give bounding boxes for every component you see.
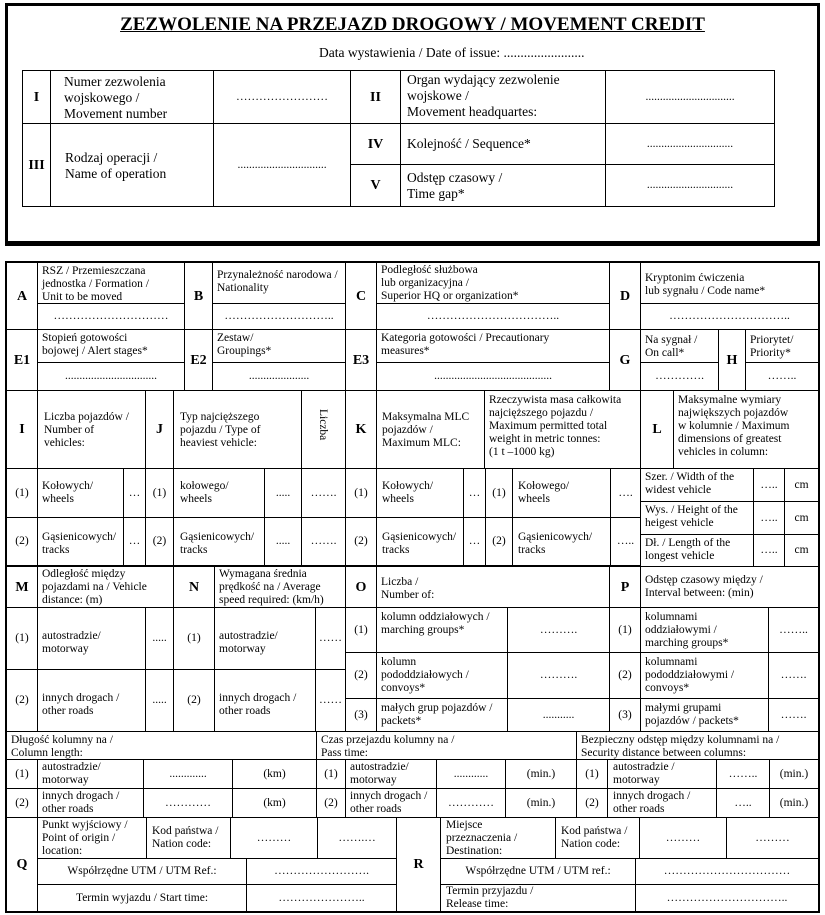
row-IV-label: Kolejność / Sequence* — [400, 123, 606, 165]
section-L-label: Maksymalne wymiary największych pojazdów w kolumnie / Maximum dimensions of greatest vehicles in column: — [673, 390, 819, 469]
row-III-number: III — [22, 123, 51, 207]
pass-time-row-label: innych drogach / other roads — [345, 788, 437, 818]
vehicle-distance-field[interactable]: ..... — [145, 607, 174, 670]
section-H-letter: H — [718, 329, 746, 391]
vehicles-count-field[interactable]: … — [123, 517, 146, 566]
column-length-field[interactable]: ………… — [143, 788, 233, 818]
mlc-value-field[interactable]: … — [463, 517, 486, 566]
security-row-number: (2) — [576, 788, 608, 818]
destination-label: Miejsce przeznaczenia / Destination: — [440, 817, 556, 859]
speed-row-number: (1) — [173, 607, 215, 670]
security-distance-unit: (min.) — [769, 788, 819, 818]
speed-field[interactable]: …… — [315, 607, 346, 670]
unit-to-be-moved-field[interactable]: ………………………… — [37, 303, 185, 330]
groups-count-field[interactable]: ………. — [507, 607, 610, 653]
groups-row-number: (2) — [345, 652, 377, 699]
section-P-label: Odstęp czasowy między / Interval between: (min) — [640, 566, 819, 608]
security-distance-field[interactable]: ….. — [716, 788, 770, 818]
vehicle-distance-row-number: (2) — [6, 669, 38, 732]
dest-nation-label: Kod państwa / Nation code: — [555, 817, 640, 859]
weight-row-number: (2) — [485, 517, 513, 566]
dest-utm-label: Współrzędne UTM / UTM ref.: — [440, 858, 636, 885]
security-distance-unit: (min.) — [769, 759, 819, 789]
section-K-weight-label: Rzeczywista masa całkowita najcięższego pojazdu / Maximum permitted total weight in metric tonnes: (1 t –1000 kg) — [484, 390, 641, 469]
section-D-label: Kryptonim ćwiczenia lub sygnału / Code name* — [640, 262, 819, 304]
precautionary-measures-field[interactable]: ......................................... — [376, 362, 610, 391]
row-V-number: V — [350, 164, 401, 207]
heaviest-row-label: Gąsienicowych/ tracks — [173, 517, 265, 566]
dimension-unit: cm — [784, 468, 819, 502]
dimension-value-field[interactable]: ….. — [753, 534, 785, 567]
movement-hq-field[interactable]: ............................... — [605, 70, 775, 124]
section-E1-label: Stopień gotowości bojowej / Alert stages* — [37, 329, 185, 363]
mlc-row-label: Gąsienicowych/ tracks — [376, 517, 464, 566]
origin-nation-label: Kod państwa / Nation code: — [146, 817, 231, 859]
date-of-issue[interactable]: Data wystawienia / Date of issue: ........................ — [319, 45, 585, 60]
dest-nation-code-2[interactable]: ……… — [726, 817, 819, 859]
dimension-value-field[interactable]: ….. — [753, 501, 785, 535]
section-B-label: Przynależność narodowa / Nationality — [212, 262, 346, 304]
origin-utm-label: Współrzędne UTM / UTM Ref.: — [37, 858, 247, 885]
security-distance-field[interactable]: …….. — [716, 759, 770, 789]
interval-field[interactable]: ……. — [768, 652, 819, 699]
vehicles-count-field[interactable]: … — [123, 468, 146, 518]
operation-name-field[interactable]: ............................... — [213, 123, 351, 207]
speed-field[interactable]: …… — [315, 669, 346, 732]
section-A-letter: A — [6, 262, 38, 330]
section-G-label: Na sygnał / On call* — [640, 329, 719, 363]
interval-row-label: kolumnami oddziałowymi / marching groups* — [640, 607, 769, 653]
heaviest-type-field[interactable]: ..... — [264, 468, 302, 518]
origin-nation-code-2[interactable]: …….… — [317, 817, 397, 859]
vehicles-row-label: Gąsienicowych/ tracks — [37, 517, 124, 566]
interval-row-label: kolumnami pododdziałowymi / convoys* — [640, 652, 769, 699]
security-row-label: autostradzie / motorway — [607, 759, 717, 789]
heaviest-type-field[interactable]: ..... — [264, 517, 302, 566]
column-length-row-number: (1) — [6, 759, 38, 789]
on-call-field[interactable]: …………. — [640, 362, 719, 391]
section-D-letter: D — [609, 262, 641, 330]
interval-row-number: (1) — [609, 607, 641, 653]
dimension-unit: cm — [784, 501, 819, 535]
section-I-label: Liczba pojazdów / Number of vehicles: — [37, 390, 146, 469]
section-I-letter: I — [6, 390, 38, 469]
dest-utm-field[interactable]: …………………………… — [635, 858, 819, 885]
movement-number-field[interactable]: …………………… — [213, 70, 351, 124]
nationality-field[interactable]: ……………………….. — [212, 303, 346, 330]
origin-nation-code-1[interactable]: ……… — [230, 817, 318, 859]
mlc-row-number: (2) — [345, 517, 377, 566]
row-IV-number: IV — [350, 123, 401, 165]
groups-count-field[interactable]: ………. — [507, 652, 610, 699]
start-time-label: Termin wyjazdu / Start time: — [37, 884, 247, 912]
interval-field[interactable]: …….. — [768, 607, 819, 653]
time-gap-field[interactable]: .............................. — [605, 164, 775, 207]
dimension-label: Wys. / Height of the heigest vehicle — [640, 501, 754, 535]
row-II-number: II — [350, 70, 401, 124]
column-length-row-label: autostradzie/ motorway — [37, 759, 144, 789]
pass-time-field[interactable]: ............ — [436, 759, 506, 789]
start-time-field[interactable]: ………………….. — [246, 884, 397, 912]
vehicle-distance-row-label: innych drogach / other roads — [37, 669, 146, 732]
heaviest-row-number: (1) — [145, 468, 174, 518]
section-O-letter: O — [345, 566, 377, 608]
row-I-label: Numer zezwolenia wojskowego / Movement number — [50, 70, 214, 124]
dimension-label: Dł. / Length of the longest vehicle — [640, 534, 754, 567]
interval-field[interactable]: ……. — [768, 698, 819, 732]
section-O-label: Liczba / Number of: — [376, 566, 610, 608]
dimension-unit: cm — [784, 534, 819, 567]
column-length-row-number: (2) — [6, 788, 38, 818]
section-N-letter: N — [173, 566, 215, 608]
weight-value-field[interactable]: …. — [610, 468, 641, 518]
priority-field[interactable]: …….. — [745, 362, 819, 391]
section-B-letter: B — [184, 262, 213, 330]
count-column-header: Liczba — [301, 390, 346, 469]
mlc-row-label: Kołowych/ wheels — [376, 468, 464, 518]
section-Q-letter: Q — [6, 817, 38, 912]
mlc-value-field[interactable]: … — [463, 468, 486, 518]
section-P-letter: P — [609, 566, 641, 608]
heaviest-row-label: kołowego/ wheels — [173, 468, 265, 518]
pass-time-row-number: (2) — [316, 788, 346, 818]
section-J-letter: J — [145, 390, 174, 469]
column-length-header: Długość kolumny na / Column length: — [6, 731, 317, 760]
origin-utm-field[interactable]: ……………………. — [246, 858, 397, 885]
section-K-label: Maksymalna MLC pojazdów / Maximum MLC: — [376, 390, 485, 469]
groups-row-number: (3) — [345, 698, 377, 732]
section-L-letter: L — [640, 390, 674, 469]
pass-time-unit: (min.) — [505, 788, 577, 818]
vehicle-distance-row-number: (1) — [6, 607, 38, 670]
section-M-letter: M — [6, 566, 38, 608]
dest-nation-code-1[interactable]: ……… — [639, 817, 727, 859]
groups-count-field[interactable]: ........... — [507, 698, 610, 732]
weight-value-field[interactable]: ….. — [610, 517, 641, 566]
section-K-letter: K — [345, 390, 377, 469]
origin-label: Punkt wyjściowy / Point of origin / location: — [37, 817, 147, 859]
section-A-label: RSZ / Przemieszczana jednostka / Formation / Unit to be moved — [37, 262, 185, 304]
heaviest-count-field[interactable]: ……. — [301, 468, 346, 518]
vehicle-distance-field[interactable]: ..... — [145, 669, 174, 732]
section-E3-label: Kategoria gotowości / Precautionary measures* — [376, 329, 610, 363]
section-G-letter: G — [609, 329, 641, 391]
row-I-number: I — [22, 70, 51, 124]
section-H-label: Priorytet/ Priority* — [745, 329, 819, 363]
security-distance-header: Bezpieczny odstęp między kolumnami na / Security distance between columns: — [576, 731, 819, 760]
weight-row-label: Gąsienicowych/ tracks — [512, 517, 611, 566]
column-length-unit: (km) — [232, 788, 317, 818]
release-time-label: Termin przyjazdu / Release time: — [440, 884, 636, 912]
sequence-field[interactable]: .............................. — [605, 123, 775, 165]
release-time-field[interactable]: ………………………….. — [635, 884, 819, 912]
pass-time-row-number: (1) — [316, 759, 346, 789]
pass-time-unit: (min.) — [505, 759, 577, 789]
groups-row-number: (1) — [345, 607, 377, 653]
groups-row-label: małych grup pojazdów / packets* — [376, 698, 508, 732]
column-length-unit: (km) — [232, 759, 317, 789]
superior-hq-field[interactable]: …………………………….. — [376, 303, 610, 330]
security-row-number: (1) — [576, 759, 608, 789]
section-E2-letter: E2 — [184, 329, 213, 391]
column-length-row-label: innych drogach / other roads — [37, 788, 144, 818]
pass-time-header: Czas przejazdu kolumny na / Pass time: — [316, 731, 577, 760]
groups-row-label: kolumn pododdziałowych / convoys* — [376, 652, 508, 699]
groupings-field[interactable]: ..................... — [212, 362, 346, 391]
form-title: ZEZWOLENIE NA PRZEJAZD DROGOWY / MOVEMENT CREDIT — [120, 14, 705, 35]
heaviest-row-number: (2) — [145, 517, 174, 566]
section-E1-letter: E1 — [6, 329, 38, 391]
weight-row-label: Kołowego/ wheels — [512, 468, 611, 518]
vehicles-row-number: (2) — [6, 517, 38, 566]
row-II-label: Organ wydający zezwolenie wojskowe / Movement headquartes: — [400, 70, 606, 124]
section-N-label: Wymagana średnia prędkość na / Average speed required: (km/h) — [214, 566, 346, 608]
section-E2-label: Zestaw/ Groupings* — [212, 329, 346, 363]
section-C-letter: C — [345, 262, 377, 330]
speed-row-label: innych drogach / other roads — [214, 669, 316, 732]
weight-row-number: (1) — [485, 468, 513, 518]
dimension-value-field[interactable]: ….. — [753, 468, 785, 502]
vehicles-row-number: (1) — [6, 468, 38, 518]
section-J-label: Typ najcięższego pojazdu / Type of heaviest vehicle: — [173, 390, 302, 469]
alert-stages-field[interactable]: ................................ — [37, 362, 185, 391]
dimension-label: Szer. / Width of the widest vehicle — [640, 468, 754, 502]
column-length-field[interactable]: ............. — [143, 759, 233, 789]
section-M-label: Odległość między pojazdami na / Vehicle distance: (m) — [37, 566, 174, 608]
speed-row-number: (2) — [173, 669, 215, 732]
security-row-label: innych drogach / other roads — [607, 788, 717, 818]
code-name-field[interactable]: ………………………….. — [640, 303, 819, 330]
section-E3-letter: E3 — [345, 329, 377, 391]
section-C-label: Podległość służbowa lub organizacyjna / Superior HQ or organization* — [376, 262, 610, 304]
interval-row-number: (2) — [609, 652, 641, 699]
row-III-label: Rodzaj operacji / Name of operation — [50, 123, 214, 207]
section-R-letter: R — [396, 817, 441, 912]
row-V-label: Odstęp czasowy / Time gap* — [400, 164, 606, 207]
groups-row-label: kolumn oddziałowych / marching groups* — [376, 607, 508, 653]
pass-time-field[interactable]: ………… — [436, 788, 506, 818]
heaviest-count-field[interactable]: ……. — [301, 517, 346, 566]
interval-row-number: (3) — [609, 698, 641, 732]
vehicle-distance-row-label: autostradzie/ motorway — [37, 607, 146, 670]
interval-row-label: małymi grupami pojazdów / packets* — [640, 698, 769, 732]
mlc-row-number: (1) — [345, 468, 377, 518]
pass-time-row-label: autostradzie/ motorway — [345, 759, 437, 789]
vehicles-row-label: Kołowych/ wheels — [37, 468, 124, 518]
speed-row-label: autostradzie/ motorway — [214, 607, 316, 670]
